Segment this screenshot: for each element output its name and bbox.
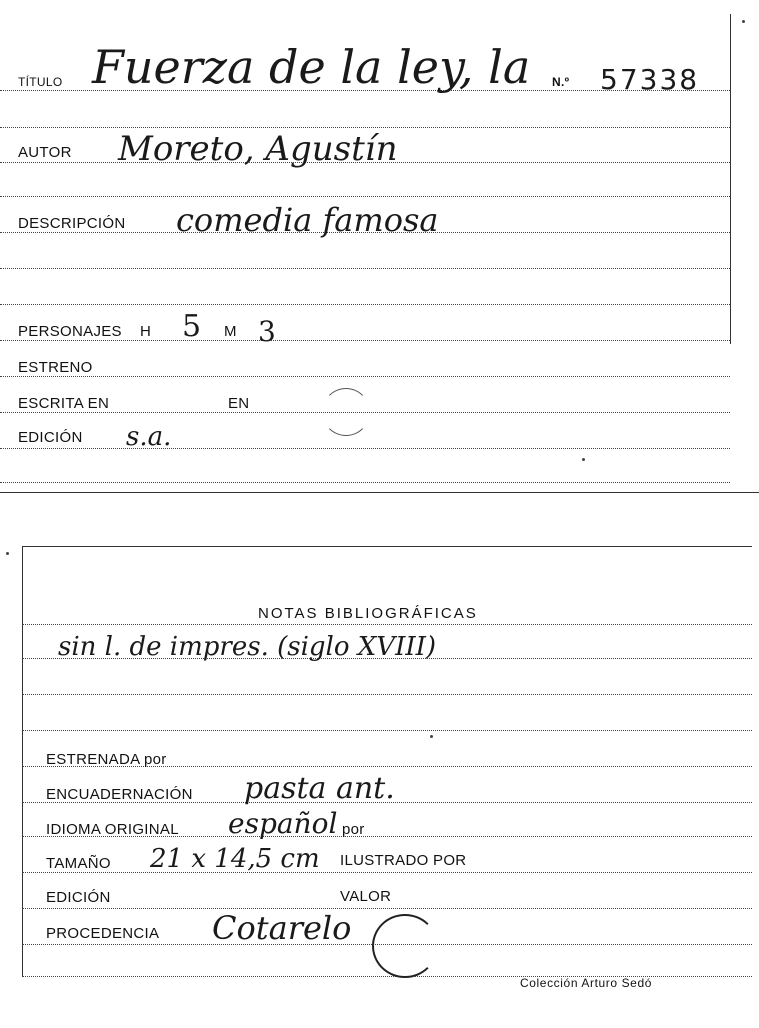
- personajes-h-label: H: [140, 323, 152, 340]
- estreno-label: ESTRENO: [18, 359, 93, 376]
- ruled-line: [0, 127, 730, 128]
- card-edge-bottom: [0, 492, 759, 493]
- idioma-label: IDIOMA ORIGINAL: [46, 821, 179, 838]
- tamano-label: TAMAÑO: [46, 855, 111, 872]
- edicion-bottom-label: EDICIÓN: [46, 889, 111, 906]
- scan-speck: [582, 458, 585, 461]
- scan-speck: [6, 552, 9, 555]
- top-catalog-card: [0, 0, 759, 495]
- titulo-value: Fuerza de la ley, la: [92, 40, 531, 94]
- coleccion-text: Colección Arturo Sedó: [520, 976, 653, 990]
- ruled-line: [22, 694, 752, 695]
- procedencia-label: PROCEDENCIA: [46, 925, 160, 942]
- personajes-m-label: M: [224, 323, 237, 340]
- ruled-line: [0, 376, 730, 377]
- personajes-label: PERSONAJES: [18, 323, 122, 340]
- ruled-line: [0, 268, 730, 269]
- card-edge-left: [22, 546, 23, 976]
- ilustrado-label: ILUSTRADO POR: [340, 852, 467, 869]
- card-edge-right: [730, 14, 731, 344]
- stamp-mark: [322, 388, 370, 436]
- encuadernacion-label: ENCUADERNACIÓN: [46, 786, 193, 803]
- descripcion-value: comedia famosa: [176, 201, 439, 239]
- edicion-label: EDICIÓN: [18, 429, 83, 446]
- descripcion-label: DESCRIPCIÓN: [18, 215, 126, 232]
- idioma-value: español: [228, 807, 338, 840]
- numero-value: 57338: [600, 63, 700, 96]
- idioma-suffix: por: [342, 821, 365, 838]
- escrita-en-second-label: EN: [228, 395, 250, 412]
- autor-value: Moreto, Agustín: [118, 129, 398, 169]
- estrenada-label: ESTRENADA por: [46, 751, 167, 768]
- tamano-value: 21 x 14,5 cm: [150, 844, 320, 874]
- notas-heading: NOTAS BIBLIOGRÁFICAS: [258, 605, 478, 622]
- ruled-line: [22, 624, 752, 625]
- ruled-line: [0, 482, 730, 483]
- ruled-line: [22, 872, 752, 873]
- ruled-line: [0, 340, 730, 341]
- personajes-m-value: 3: [258, 315, 276, 348]
- ruled-line: [22, 730, 752, 731]
- stamp-mark: [372, 914, 438, 978]
- encuadernacion-value: pasta ant.: [244, 771, 395, 806]
- ruled-line: [0, 196, 730, 197]
- ruled-line: [0, 304, 730, 305]
- escrita-en-label: ESCRITA EN: [18, 395, 110, 412]
- autor-label: AUTOR: [18, 144, 72, 161]
- ruled-line: [22, 908, 752, 909]
- titulo-label: TÍTULO: [18, 75, 63, 89]
- card-edge-top: [22, 546, 752, 547]
- personajes-h-value: 5: [182, 309, 202, 344]
- bottom-catalog-card: [0, 540, 759, 1028]
- valor-label: VALOR: [340, 888, 392, 905]
- notas-value: sin l. de impres. (siglo XVIII): [58, 632, 437, 662]
- procedencia-value: Cotarelo: [212, 909, 352, 947]
- scan-speck: [742, 20, 745, 23]
- edicion-value: s.a.: [126, 422, 172, 452]
- ruled-line: [0, 448, 730, 449]
- scan-speck: [430, 735, 433, 738]
- numero-label: N.º: [552, 75, 570, 89]
